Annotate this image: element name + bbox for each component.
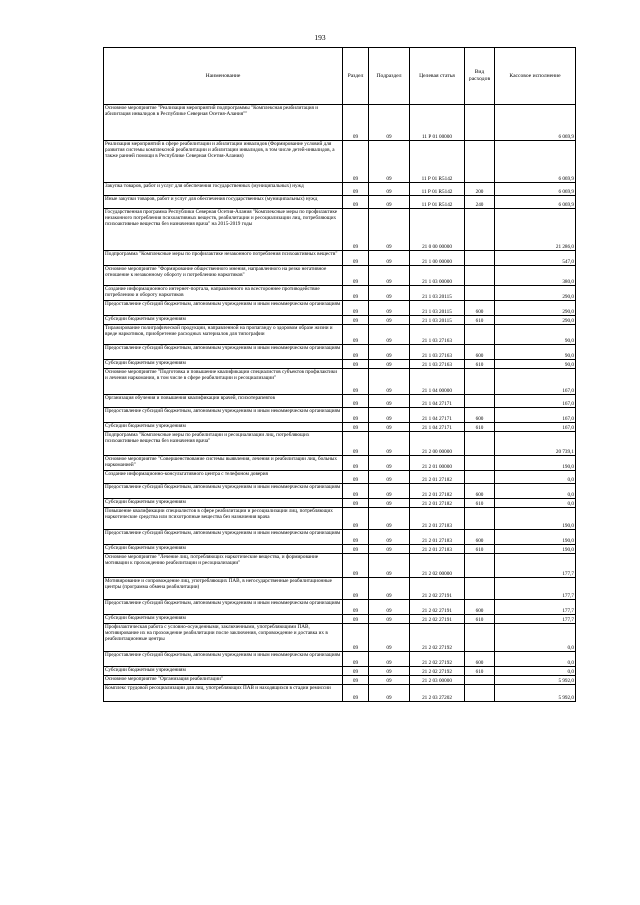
row-target: 21 1 04 27171 <box>410 395 465 408</box>
row-cash: 90,0 <box>495 360 576 369</box>
row-podrazdel: 09 <box>369 395 410 408</box>
row-name: Субсидии бюджетным учреждениям <box>104 667 343 676</box>
row-cash: 547,0 <box>495 251 576 266</box>
row-razdel: 09 <box>343 432 369 456</box>
row-podrazdel: 09 <box>369 554 410 578</box>
row-cash: 90,0 <box>495 345 576 360</box>
row-cash: 0,0 <box>495 652 576 667</box>
row-cash: 167,0 <box>495 369 576 395</box>
row-podrazdel: 09 <box>369 360 410 369</box>
row-target: 21 1 03 27163 <box>410 325 465 345</box>
row-target: 21 2 00 00000 <box>410 432 465 456</box>
row-name: Организация обучения и повышения квалификации врачей, психотерапевтов <box>104 395 343 408</box>
row-vid: 600 <box>465 345 495 360</box>
row-podrazdel: 09 <box>369 251 410 266</box>
table-row <box>104 423 576 432</box>
row-cash: 177,7 <box>495 554 576 578</box>
row-vid <box>465 266 495 286</box>
row-cash: 190,0 <box>495 545 576 554</box>
table-row <box>104 345 576 360</box>
row-target: 21 1 00 00000 <box>410 251 465 266</box>
row-name: Основное мероприятие "Подготовка и повышение квалификации специалистов субъектов профилактики и лечения наркомании, в том числе в сфере реабилитации и ресоциализации" <box>104 369 343 395</box>
row-vid: 610 <box>465 545 495 554</box>
header-cash: Кассовое исполнение <box>495 48 576 105</box>
row-name: Субсидии бюджетным учреждениям <box>104 615 343 624</box>
table-row <box>104 316 576 325</box>
row-target: 21 2 02 27191 <box>410 615 465 624</box>
row-podrazdel: 09 <box>369 652 410 667</box>
row-vid <box>465 471 495 484</box>
table-row <box>104 196 576 209</box>
table-row <box>104 499 576 508</box>
row-cash: 0,0 <box>495 471 576 484</box>
row-razdel: 09 <box>343 499 369 508</box>
row-cash: 90,0 <box>495 325 576 345</box>
row-name: Субсидии бюджетным учреждениям <box>104 423 343 432</box>
table-row <box>104 508 576 530</box>
row-cash: 6 069,9 <box>495 196 576 209</box>
row-vid <box>465 685 495 702</box>
table-row <box>104 578 576 600</box>
row-name: Создание информационно-консультативного центра с телефоном доверия <box>104 471 343 484</box>
row-name: Предоставление субсидий бюджетным, автономным учреждениям и иным некоммерческим организациям <box>104 530 343 545</box>
row-name: Повышение квалификации специалистов в сфере реабилитации и ресоциализации лиц, потребляющих наркотические средства или психотропные вещества без назначения врача <box>104 508 343 530</box>
row-podrazdel: 09 <box>369 456 410 471</box>
row-razdel: 09 <box>343 624 369 652</box>
row-podrazdel: 09 <box>369 183 410 196</box>
row-name: Реализация мероприятий в сфере реабилитации и абилитации инвалидов (Формирование условий для развития системы комплексной реабилитации и абилитации инвалидов, в том числе детей-инвалидов, а также ранней помощи в Республике Северная Осетия-Алания) <box>104 141 343 183</box>
table-row <box>104 667 576 676</box>
row-name: Основное мероприятие "Совершенствование системы выявления, лечения и реабилитации лиц, больных наркоманией" <box>104 456 343 471</box>
table-row <box>104 652 576 667</box>
row-cash: 177,7 <box>495 600 576 615</box>
row-podrazdel: 09 <box>369 508 410 530</box>
row-razdel: 09 <box>343 251 369 266</box>
row-cash: 177,7 <box>495 578 576 600</box>
row-podrazdel: 09 <box>369 408 410 423</box>
row-razdel: 09 <box>343 508 369 530</box>
row-cash: 290,0 <box>495 301 576 316</box>
row-razdel: 09 <box>343 484 369 499</box>
row-podrazdel: 09 <box>369 685 410 702</box>
row-podrazdel: 09 <box>369 209 410 251</box>
row-vid <box>465 624 495 652</box>
row-vid: 610 <box>465 667 495 676</box>
row-razdel: 09 <box>343 141 369 183</box>
row-vid: 610 <box>465 423 495 432</box>
row-name: Предоставление субсидий бюджетным, автономным учреждениям и иным некоммерческим организациям <box>104 652 343 667</box>
row-cash: 5 992,0 <box>495 685 576 702</box>
row-target: 11 Р 01 R5142 <box>410 196 465 209</box>
row-vid: 600 <box>465 600 495 615</box>
row-vid: 600 <box>465 530 495 545</box>
row-target: 21 2 01 27182 <box>410 471 465 484</box>
row-name: Профилактическая работа с условно-осужденными, заключенными, употребляющими ПАВ, мотивирование их на прохождение реабилитации после заключения, сопровождение и доставка их в реабилитационные центры <box>104 624 343 652</box>
row-name: Субсидии бюджетным учреждениям <box>104 316 343 325</box>
row-target: 21 0 00 00000 <box>410 209 465 251</box>
table-row <box>104 624 576 652</box>
table-row <box>104 209 576 251</box>
row-cash: 0,0 <box>495 624 576 652</box>
row-cash: 6 069,9 <box>495 183 576 196</box>
row-name: Тиражирование полиграфической продукции, направленной на пропаганду о здоровом образе жизни и вреде наркотиков, приобретение расходных материалов для типографии <box>104 325 343 345</box>
row-name: Подпрограмма "Комплексные меры по реабилитации и ресоциализации лиц, потребляющих психоактивные вещества без назначения врача" <box>104 432 343 456</box>
row-name: Закупка товаров, работ и услуг для обеспечения государственных (муниципальных) нужд <box>104 183 343 196</box>
header-podrazdel: Подраздел <box>369 48 410 105</box>
row-target: 21 2 02 27192 <box>410 667 465 676</box>
row-target: 21 1 04 27171 <box>410 423 465 432</box>
row-razdel: 09 <box>343 600 369 615</box>
row-cash: 6 069,9 <box>495 105 576 141</box>
row-target: 21 1 04 00000 <box>410 369 465 395</box>
row-vid: 240 <box>465 196 495 209</box>
row-name: Создание информационного интернет-портала, направленного на всестороннее противодействие потреблению и обороту наркотиков <box>104 286 343 301</box>
row-name: Предоставление субсидий бюджетным, автономным учреждениям и иным некоммерческим организациям <box>104 484 343 499</box>
row-razdel: 09 <box>343 685 369 702</box>
row-vid: 600 <box>465 408 495 423</box>
row-cash: 167,0 <box>495 408 576 423</box>
row-vid: 600 <box>465 484 495 499</box>
row-razdel: 09 <box>343 183 369 196</box>
row-vid <box>465 432 495 456</box>
row-cash: 0,0 <box>495 484 576 499</box>
row-cash: 21 286,0 <box>495 209 576 251</box>
table-row <box>104 183 576 196</box>
row-target: 21 2 01 27182 <box>410 499 465 508</box>
row-target: 21 2 02 00000 <box>410 554 465 578</box>
row-name: Иные закупки товаров, работ и услуг для обеспечения государственных (муниципальных) нужд <box>104 196 343 209</box>
table-header-row <box>104 48 576 105</box>
row-target: 21 2 01 27182 <box>410 484 465 499</box>
table-row <box>104 141 576 183</box>
row-podrazdel: 09 <box>369 578 410 600</box>
row-vid <box>465 369 495 395</box>
row-vid <box>465 209 495 251</box>
row-podrazdel: 09 <box>369 484 410 499</box>
budget-table <box>103 47 576 702</box>
row-name: Субсидии бюджетным учреждениям <box>104 499 343 508</box>
row-podrazdel: 09 <box>369 432 410 456</box>
table-row <box>104 554 576 578</box>
row-target: 21 1 03 00000 <box>410 266 465 286</box>
table-row <box>104 676 576 685</box>
row-podrazdel: 09 <box>369 301 410 316</box>
row-podrazdel: 09 <box>369 105 410 141</box>
table-row <box>104 266 576 286</box>
row-target: 21 1 03 20115 <box>410 301 465 316</box>
table-row <box>104 408 576 423</box>
row-podrazdel: 09 <box>369 499 410 508</box>
row-vid <box>465 286 495 301</box>
table-body <box>104 105 576 702</box>
row-target: 21 1 03 27163 <box>410 360 465 369</box>
row-target: 11 Р 01 R5142 <box>410 141 465 183</box>
row-name: Мотивирование и сопровождение лиц, употребляющих ПАВ, в негосударственные реабилитационные центры (программа обмена реабилитации) <box>104 578 343 600</box>
row-razdel: 09 <box>343 105 369 141</box>
header-razdel: Раздел <box>343 48 369 105</box>
row-razdel: 09 <box>343 316 369 325</box>
row-target: 21 1 03 20115 <box>410 286 465 301</box>
table-row <box>104 360 576 369</box>
row-target: 21 2 02 27191 <box>410 578 465 600</box>
table-row <box>104 615 576 624</box>
row-cash: 290,0 <box>495 286 576 301</box>
row-target: 21 1 03 20115 <box>410 316 465 325</box>
row-name: Субсидии бюджетным учреждениям <box>104 545 343 554</box>
row-vid: 610 <box>465 615 495 624</box>
page-number: 193 <box>314 33 326 42</box>
row-vid: 600 <box>465 301 495 316</box>
row-razdel: 09 <box>343 456 369 471</box>
table-row <box>104 286 576 301</box>
table-row <box>104 432 576 456</box>
table-row <box>104 369 576 395</box>
row-podrazdel: 09 <box>369 624 410 652</box>
row-cash: 20 739,1 <box>495 432 576 456</box>
row-razdel: 09 <box>343 395 369 408</box>
row-name: Предоставление субсидий бюджетным, автономным учреждениям и иным некоммерческим организациям <box>104 301 343 316</box>
row-target: 21 1 03 27163 <box>410 345 465 360</box>
row-vid <box>465 456 495 471</box>
row-razdel: 09 <box>343 369 369 395</box>
row-target: 11 Р 01 00000 <box>410 105 465 141</box>
table-row <box>104 530 576 545</box>
row-razdel: 09 <box>343 615 369 624</box>
row-podrazdel: 09 <box>369 266 410 286</box>
row-target: 21 2 01 00000 <box>410 456 465 471</box>
header-name: Наименование <box>104 48 343 105</box>
row-razdel: 09 <box>343 530 369 545</box>
row-razdel: 09 <box>343 345 369 360</box>
row-vid <box>465 325 495 345</box>
row-podrazdel: 09 <box>369 471 410 484</box>
row-cash: 6 069,9 <box>495 141 576 183</box>
row-name: Основное мероприятие "Организация реабилитации" <box>104 676 343 685</box>
row-razdel: 09 <box>343 301 369 316</box>
row-razdel: 09 <box>343 652 369 667</box>
row-cash: 0,0 <box>495 667 576 676</box>
row-target: 11 Р 01 R5142 <box>410 183 465 196</box>
row-razdel: 09 <box>343 471 369 484</box>
row-razdel: 09 <box>343 423 369 432</box>
row-podrazdel: 09 <box>369 196 410 209</box>
row-podrazdel: 09 <box>369 615 410 624</box>
row-vid <box>465 676 495 685</box>
row-razdel: 09 <box>343 554 369 578</box>
row-razdel: 09 <box>343 360 369 369</box>
row-name: Основное мероприятие "Реализация мероприятий подпрограммы "Комплексная реабилитация и абилитация инвалидов в Республике Северная Осетия-Алания"" <box>104 105 343 141</box>
table-row <box>104 395 576 408</box>
row-target: 21 2 01 27183 <box>410 508 465 530</box>
row-cash: 380,0 <box>495 266 576 286</box>
row-vid <box>465 554 495 578</box>
row-razdel: 09 <box>343 676 369 685</box>
row-podrazdel: 09 <box>369 325 410 345</box>
row-target: 21 1 04 27171 <box>410 408 465 423</box>
row-razdel: 09 <box>343 286 369 301</box>
table-row <box>104 301 576 316</box>
row-cash: 0,0 <box>495 499 576 508</box>
table-row <box>104 685 576 702</box>
row-podrazdel: 09 <box>369 676 410 685</box>
row-razdel: 09 <box>343 545 369 554</box>
row-name: Субсидии бюджетным учреждениям <box>104 360 343 369</box>
row-target: 21 2 02 27192 <box>410 624 465 652</box>
row-name: Подпрограмма "Комплексные меры по профилактике незаконного потребления психоактивных веществ" <box>104 251 343 266</box>
row-podrazdel: 09 <box>369 286 410 301</box>
table-row <box>104 545 576 554</box>
table-row <box>104 251 576 266</box>
row-vid <box>465 251 495 266</box>
row-razdel: 09 <box>343 266 369 286</box>
row-name: Основное мероприятие "Формирование общественного мнения, направленного на резко негативное отношение к незаконному обороту и потреблению наркотиков" <box>104 266 343 286</box>
row-cash: 190,0 <box>495 530 576 545</box>
row-vid <box>465 141 495 183</box>
row-vid <box>465 508 495 530</box>
row-podrazdel: 09 <box>369 545 410 554</box>
table-row <box>104 456 576 471</box>
row-razdel: 09 <box>343 667 369 676</box>
table-row <box>104 600 576 615</box>
row-target: 21 2 01 27183 <box>410 530 465 545</box>
row-podrazdel: 09 <box>369 667 410 676</box>
row-name: Государственная программа Республики Северная Осетия-Алания "Комплексные меры по профилактике незаконного потребления психоактивных веществ, реабилитации и ресоциализации лиц, потребляющих психоактивные вещества без назначения врача" на 2015-2019 годы <box>104 209 343 251</box>
row-podrazdel: 09 <box>369 316 410 325</box>
row-podrazdel: 09 <box>369 530 410 545</box>
row-cash: 190,0 <box>495 508 576 530</box>
row-vid <box>465 578 495 600</box>
table-row <box>104 484 576 499</box>
row-cash: 5 992,0 <box>495 676 576 685</box>
header-vid: Вид расходов <box>465 48 495 105</box>
row-name: Предоставление субсидий бюджетным, автономным учреждениям и иным некоммерческим организациям <box>104 600 343 615</box>
row-name: Предоставление субсидий бюджетным, автономным учреждениям и иным некоммерческим организациям <box>104 345 343 360</box>
row-podrazdel: 09 <box>369 369 410 395</box>
row-razdel: 09 <box>343 209 369 251</box>
row-podrazdel: 09 <box>369 423 410 432</box>
row-cash: 190,0 <box>495 456 576 471</box>
row-target: 21 2 03 27202 <box>410 685 465 702</box>
row-target: 21 2 03 00000 <box>410 676 465 685</box>
row-podrazdel: 09 <box>369 141 410 183</box>
row-target: 21 2 01 27183 <box>410 545 465 554</box>
row-vid: 610 <box>465 316 495 325</box>
row-vid: 200 <box>465 183 495 196</box>
table-row <box>104 325 576 345</box>
header-target: Целевая статья <box>410 48 465 105</box>
row-cash: 167,0 <box>495 395 576 408</box>
row-cash: 167,0 <box>495 423 576 432</box>
table-row <box>104 471 576 484</box>
row-target: 21 2 02 27191 <box>410 600 465 615</box>
row-vid <box>465 105 495 141</box>
row-razdel: 09 <box>343 325 369 345</box>
row-name: Предоставление субсидий бюджетным, автономным учреждениям и иным некоммерческим организациям <box>104 408 343 423</box>
row-name: Основное мероприятие "Лечение лиц, потребляющих наркотические вещества, и формирование мотивации к прохождению реабилитации и ресоциализации" <box>104 554 343 578</box>
row-vid: 610 <box>465 360 495 369</box>
row-vid <box>465 395 495 408</box>
row-podrazdel: 09 <box>369 345 410 360</box>
row-vid: 610 <box>465 499 495 508</box>
row-cash: 177,7 <box>495 615 576 624</box>
row-podrazdel: 09 <box>369 600 410 615</box>
table-row <box>104 105 576 141</box>
row-razdel: 09 <box>343 196 369 209</box>
row-vid: 600 <box>465 652 495 667</box>
row-name: Комплекс трудовой ресоциализации для лиц, употребляющих ПАВ и находящихся в стадии ремиссии <box>104 685 343 702</box>
row-razdel: 09 <box>343 578 369 600</box>
row-target: 21 2 02 27192 <box>410 652 465 667</box>
row-cash: 290,0 <box>495 316 576 325</box>
row-razdel: 09 <box>343 408 369 423</box>
